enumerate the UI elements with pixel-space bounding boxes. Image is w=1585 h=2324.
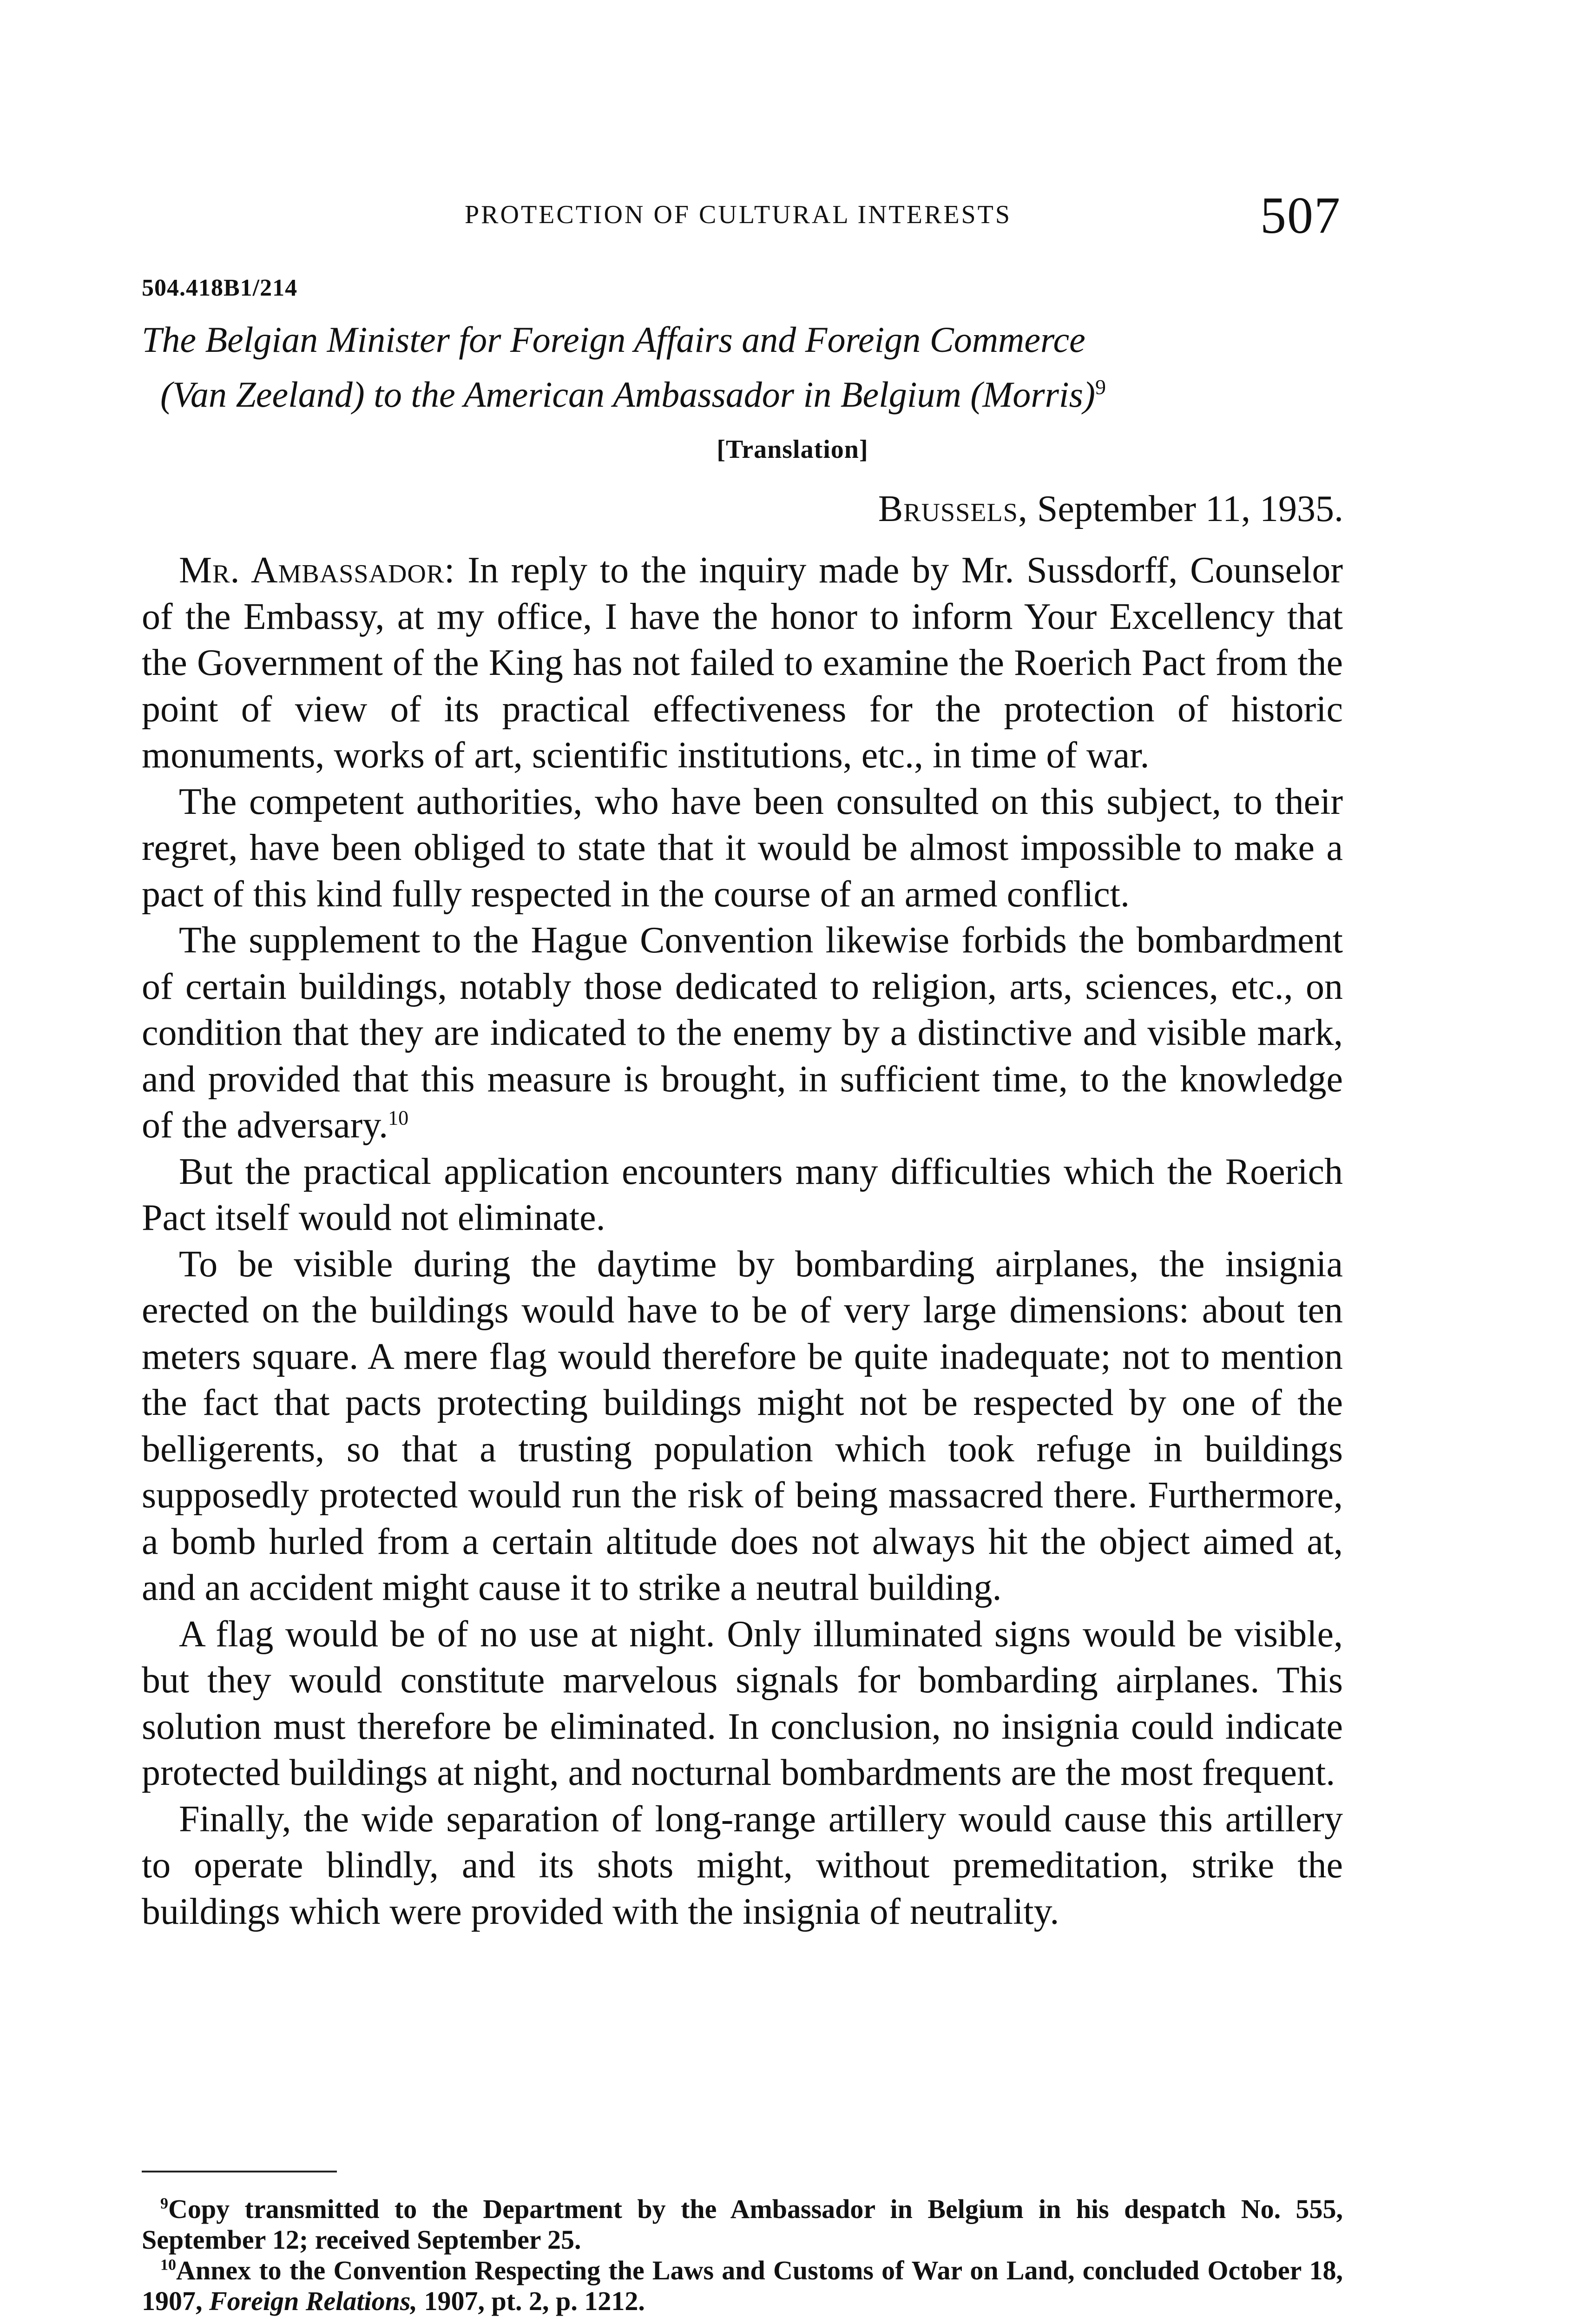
dateline-date: September 11, 1935. bbox=[1037, 489, 1343, 529]
footnote-10-text-end: 1907, pt. 2, p. 1212. bbox=[417, 2286, 645, 2316]
footnote-ref-10: 10 bbox=[388, 1106, 409, 1129]
footnote-divider bbox=[142, 2171, 337, 2172]
footnote-10-text: Annex to the Convention Respecting the Laws and Customs of War on Land, concluded October 18, 1907, bbox=[142, 2255, 1343, 2316]
paragraph-2: The competent authorities, who have been consulted on this subject, to their regret, have been obliged to state that it would be almost impossible to make a pact of this kind fully respected in the course of an armed conflict. bbox=[142, 781, 1343, 915]
footnote-10-italic: Foreign Relations, bbox=[209, 2286, 417, 2316]
running-title: PROTECTION OF CULTURAL INTERESTS bbox=[465, 200, 1012, 229]
letter-body bbox=[142, 548, 1343, 1935]
paragraph-1-text: In reply to the inquiry made by Mr. Sussdorff, Counselor of the Embassy, at my office, I have the honor to inform Your Excellency that the Government of the King has not failed to examine the Roerich Pact from the point of view of its practical effectiveness for the protection of historic monuments, works of art, scientific institutions, etc., in time of war. bbox=[142, 550, 1343, 776]
paragraph-7: Finally, the wide separation of long-range artillery would cause this artillery to operate blindly, and its shots might, without premeditation, strike the buildings which were provided with the insignia of neutrality. bbox=[142, 1798, 1343, 1932]
footnote-10 bbox=[142, 2255, 1343, 2317]
footnote-9-number: 9 bbox=[160, 2195, 168, 2212]
translation-note: [Translation] bbox=[717, 435, 868, 464]
footnote-9-text: Copy transmitted to the Department by the Ambassador in Belgium in his despatch No. 555, September 12; received September 25. bbox=[142, 2194, 1343, 2255]
dateline bbox=[878, 488, 1343, 530]
paragraph-1 bbox=[142, 548, 1343, 779]
footnote-ref-9: 9 bbox=[1095, 375, 1106, 399]
footnote-10-number: 10 bbox=[160, 2256, 176, 2274]
salutation: Mr. Ambassador: bbox=[179, 550, 455, 591]
footnotes bbox=[142, 2194, 1343, 2317]
paragraph-6: A flag would be of no use at night. Only illuminated signs would be visible, but they would constitute marvelous signals for bombarding airplanes. This solution must therefore be eliminated. In conclusion, no insignia could indicate protected buildings at night, and nocturnal bombardments are the most frequent. bbox=[142, 1613, 1343, 1793]
paragraph-5: To be visible during the daytime by bombarding airplanes, the insignia erected on the buildings would have to be of very large dimensions: about ten meters square. A mere flag would therefore be quite inadequate; not to mention the fact that pacts protecting buildings might not be respected by one of the belligerents, so that a trusting population which took refuge in buildings supposedly protected would run the risk of being massacred there. Furthermore, a bomb hurled from a certain altitude does not always hit the object aimed at, and an accident might cause it to strike a neutral building. bbox=[142, 1243, 1343, 1608]
title-line-2 bbox=[142, 363, 1438, 418]
file-number: 504.418B1/214 bbox=[142, 275, 298, 301]
paragraph-3 bbox=[142, 918, 1343, 1149]
dateline-city: Brussels, bbox=[878, 489, 1028, 529]
paragraph-4: But the practical application encounters many difficulties which the Roerich Pact itself would not eliminate. bbox=[142, 1151, 1343, 1238]
paragraph-3-text: The supplement to the Hague Convention likewise forbids the bombardment of certain buildings, notably those dedicated to religion, arts, sciences, etc., on condition that they are indicated to the enemy by a distinctive and visible mark, and provided that this measure is brought, in sufficient time, to the knowledge of the adversary. bbox=[142, 920, 1343, 1146]
document-title bbox=[142, 316, 1438, 418]
title-line-2-text: (Van Zeeland) to the American Ambassador in Belgium (Morris) bbox=[160, 374, 1095, 415]
page-number: 507 bbox=[1260, 187, 1341, 244]
footnote-9 bbox=[142, 2194, 1343, 2255]
page-header bbox=[0, 186, 1585, 251]
title-line-1: The Belgian Minister for Foreign Affairs and Foreign Commerce bbox=[142, 319, 1085, 360]
